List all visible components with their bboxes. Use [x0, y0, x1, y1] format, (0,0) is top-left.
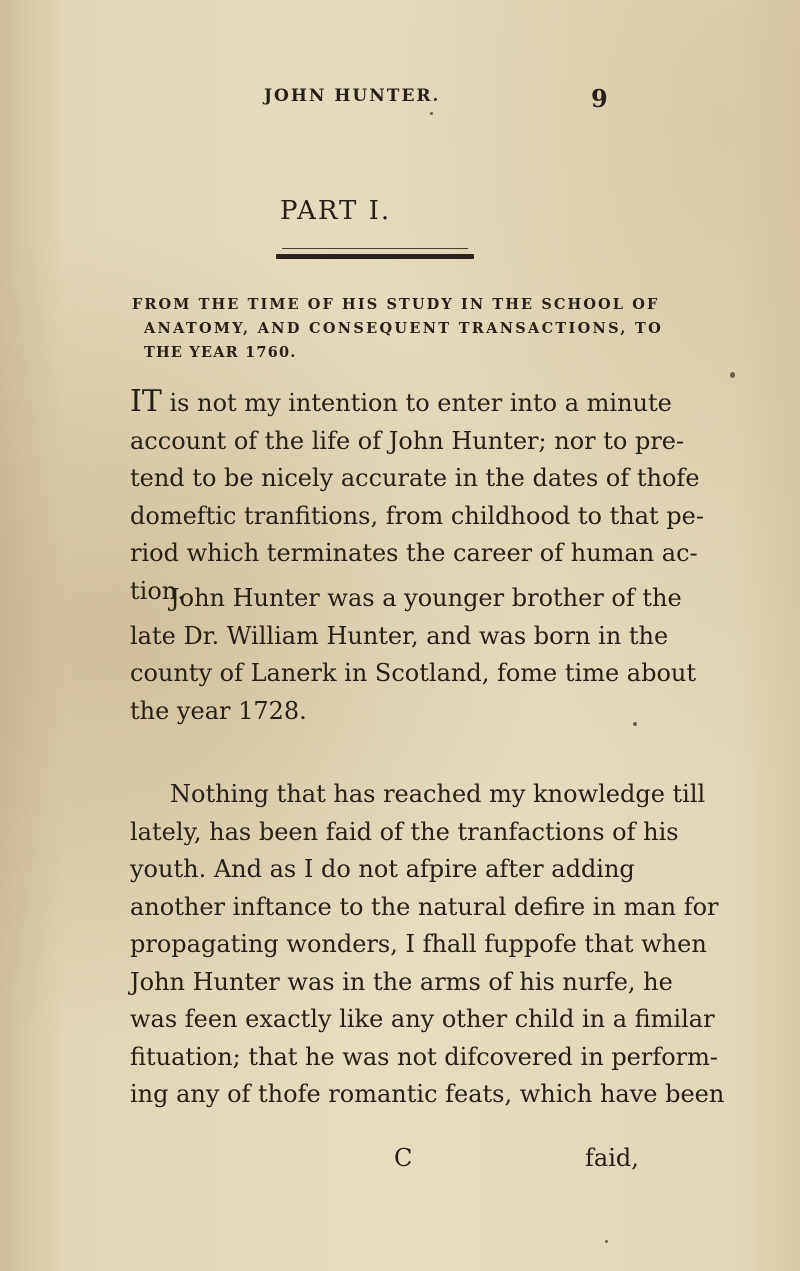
- paragraph-line: lately, has been faid of the tranfactions of his: [130, 817, 679, 846]
- paragraph-line: the year 1728.: [130, 696, 307, 725]
- paragraph-1: [130, 383, 704, 610]
- signature-mark: C: [394, 1144, 413, 1172]
- paragraph-line: tend to be nicely accurate in the dates of thofe: [130, 464, 700, 492]
- ink-speck: [730, 372, 735, 378]
- paragraph-line: John Hunter was in the arms of his nurfe, he: [130, 967, 673, 996]
- subtitle-line: FROM THE TIME OF HIS STUDY IN THE SCHOOL OF: [132, 296, 660, 313]
- catchword: faid,: [585, 1144, 639, 1172]
- paragraph-line: propagating wonders, I fhall fuppofe that when: [130, 930, 707, 958]
- page-number: 9: [591, 84, 608, 113]
- subtitle-line: ANATOMY, AND CONSEQUENT TRANSACTIONS, TO: [144, 320, 664, 337]
- ink-speck: [430, 112, 433, 115]
- paragraph-2: [130, 580, 697, 730]
- paragraph-line: youth. And as I do not afpire after adding: [130, 855, 635, 883]
- paragraph-3: [130, 776, 725, 1114]
- title-rule-thin: [282, 248, 468, 249]
- paragraph-line: domeftic tranfitions, from childhood to that pe-: [130, 501, 704, 530]
- paragraph-line: another inftance to the natural defire in man for: [130, 892, 719, 921]
- paragraph-line: tion.: [130, 576, 185, 605]
- section-subtitle: [132, 293, 662, 365]
- paragraph-line: was feen exactly like any other child in a fimilar: [130, 1005, 715, 1033]
- paragraph-line: account of the life of John Hunter; nor to pre-: [130, 426, 685, 455]
- section-title: PART I.: [280, 196, 392, 226]
- ink-speck: [605, 1240, 608, 1243]
- subtitle-line: THE YEAR 1760.: [144, 344, 297, 361]
- paragraph-line: ing any of thofe romantic feats, which have been: [130, 1080, 725, 1108]
- paragraph-line: fituation; that he was not difcovered in perform-: [130, 1042, 719, 1071]
- paragraph-line: Nothing that has reached my knowledge till: [170, 780, 706, 808]
- opening-word: IT: [130, 384, 162, 419]
- paragraph-line-text: is not my intention to enter into a minute: [161, 389, 672, 417]
- paragraph-line: [130, 383, 672, 423]
- paragraph-line: riod which terminates the career of human ac-: [130, 539, 698, 567]
- paragraph-line: late Dr. William Hunter, and was born in the: [130, 621, 669, 650]
- paragraph-line: county of Lanerk in Scotland, fome time about: [130, 659, 697, 687]
- title-rule: [276, 254, 474, 259]
- ink-speck: [633, 722, 637, 726]
- running-head: JOHN HUNTER.: [264, 86, 441, 106]
- paragraph-line: John Hunter was a younger brother of the: [170, 584, 682, 612]
